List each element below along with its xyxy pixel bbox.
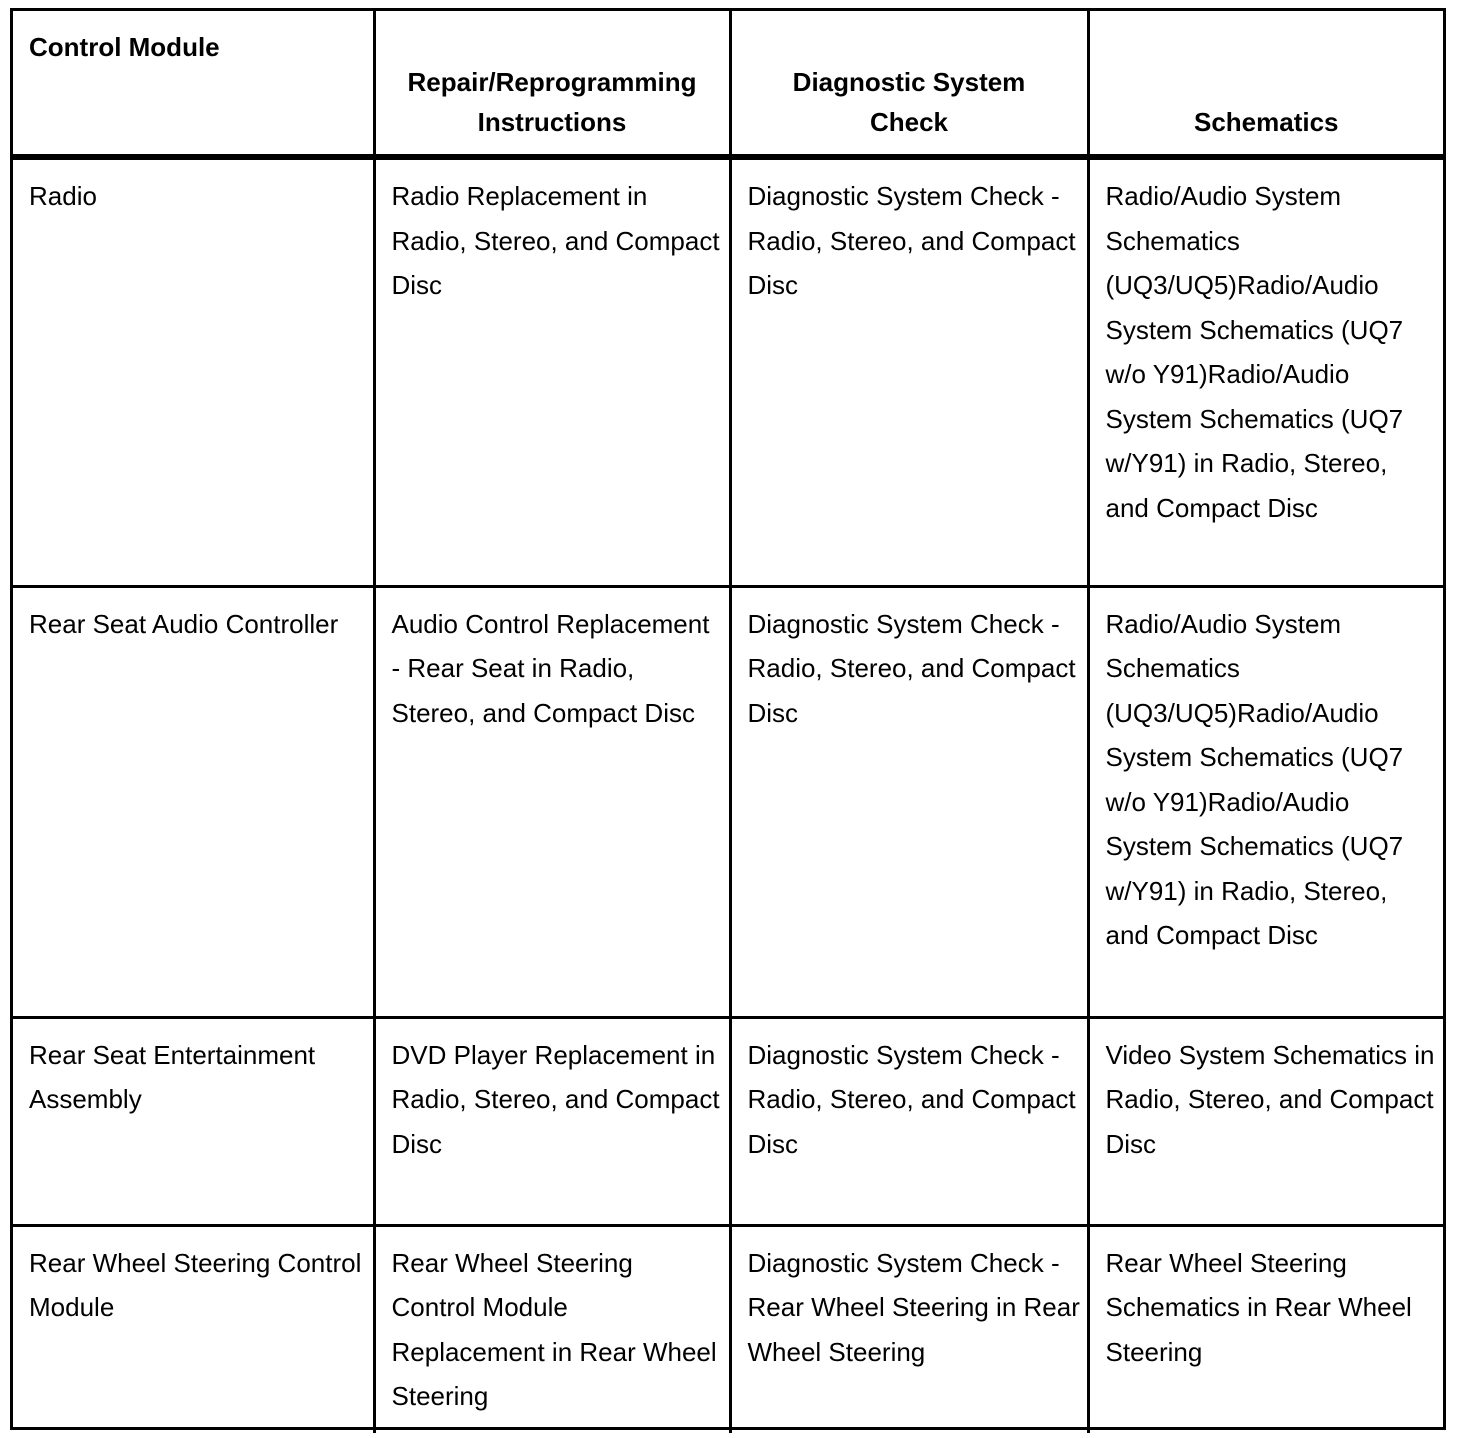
- table-row: [13, 586, 1443, 1017]
- cell-control-module: [13, 1017, 374, 1225]
- schematics-link[interactable]: Rear Wheel Steering Schematics in Rear Wheel Steering: [1105, 1247, 1412, 1367]
- diagnostic-check-link[interactable]: Diagnostic System Check - Radio, Stereo, and Compact Disc: [747, 1039, 1076, 1159]
- cell-schematics: [1088, 586, 1443, 1017]
- schematics-link[interactable]: Video System Schematics in Radio, Stereo, and Compact Disc: [1105, 1039, 1435, 1159]
- header-repair-instructions: Repair/Reprogramming Instructions: [374, 11, 730, 157]
- cell-diagnostic-check: [730, 1017, 1088, 1225]
- cell-repair-instructions: [374, 1225, 730, 1433]
- repair-instructions-link[interactable]: DVD Player Replacement in Radio, Stereo, and Compact Disc: [391, 1039, 720, 1159]
- module-name: Rear Seat Audio Controller: [29, 608, 339, 639]
- cell-control-module: [13, 157, 374, 586]
- cell-schematics: [1088, 1225, 1443, 1433]
- cell-repair-instructions: [374, 1017, 730, 1225]
- module-name: Rear Wheel Steering Control Module: [29, 1247, 362, 1322]
- table-row: [13, 1017, 1443, 1225]
- cell-diagnostic-check: [730, 157, 1088, 586]
- diagnostic-check-link[interactable]: Diagnostic System Check - Radio, Stereo, and Compact Disc: [747, 608, 1076, 728]
- cell-schematics: [1088, 157, 1443, 586]
- document-page: [10, 8, 1446, 1430]
- repair-instructions-link[interactable]: Audio Control Replacement - Rear Seat in Radio, Stereo, and Compact Disc: [391, 608, 710, 728]
- module-name: Rear Seat Entertainment Assembly: [29, 1039, 316, 1114]
- table-header: [13, 11, 1443, 157]
- header-row: [13, 11, 1443, 157]
- repair-instructions-link[interactable]: Rear Wheel Steering Control Module Replacement in Rear Wheel Steering: [391, 1247, 717, 1411]
- schematics-link[interactable]: Radio/Audio System Schematics (UQ3/UQ5)Radio/Audio System Schematics (UQ7 w/o Y91)Radio/Audio System Schematics (UQ7 w/Y91) in Radio, Stereo, and Compact Disc: [1105, 181, 1404, 523]
- cell-diagnostic-check: [730, 1225, 1088, 1433]
- cell-schematics: [1088, 1017, 1443, 1225]
- table-row: [13, 1225, 1443, 1433]
- control-module-table: [13, 11, 1443, 1433]
- header-schematics: Schematics: [1088, 11, 1443, 157]
- header-diagnostic-system-check: Diagnostic System Check: [730, 11, 1088, 157]
- module-name: Radio: [29, 181, 97, 211]
- table-row: [13, 157, 1443, 586]
- table-body: [13, 157, 1443, 1433]
- cell-repair-instructions: [374, 586, 730, 1017]
- header-control-module: Control Module: [13, 11, 374, 157]
- cell-control-module: [13, 1225, 374, 1433]
- cell-diagnostic-check: [730, 586, 1088, 1017]
- diagnostic-check-link[interactable]: Diagnostic System Check - Radio, Stereo, and Compact Disc: [747, 181, 1076, 300]
- cell-repair-instructions: [374, 157, 730, 586]
- schematics-link[interactable]: Radio/Audio System Schematics (UQ3/UQ5)Radio/Audio System Schematics (UQ7 w/o Y91)Radio/Audio System Schematics (UQ7 w/Y91) in Radio, Stereo, and Compact Disc: [1105, 608, 1404, 950]
- diagnostic-check-link[interactable]: Diagnostic System Check - Rear Wheel Steering in Rear Wheel Steering: [747, 1247, 1080, 1367]
- repair-instructions-link[interactable]: Radio Replacement in Radio, Stereo, and Compact Disc: [391, 181, 720, 300]
- cell-control-module: [13, 586, 374, 1017]
